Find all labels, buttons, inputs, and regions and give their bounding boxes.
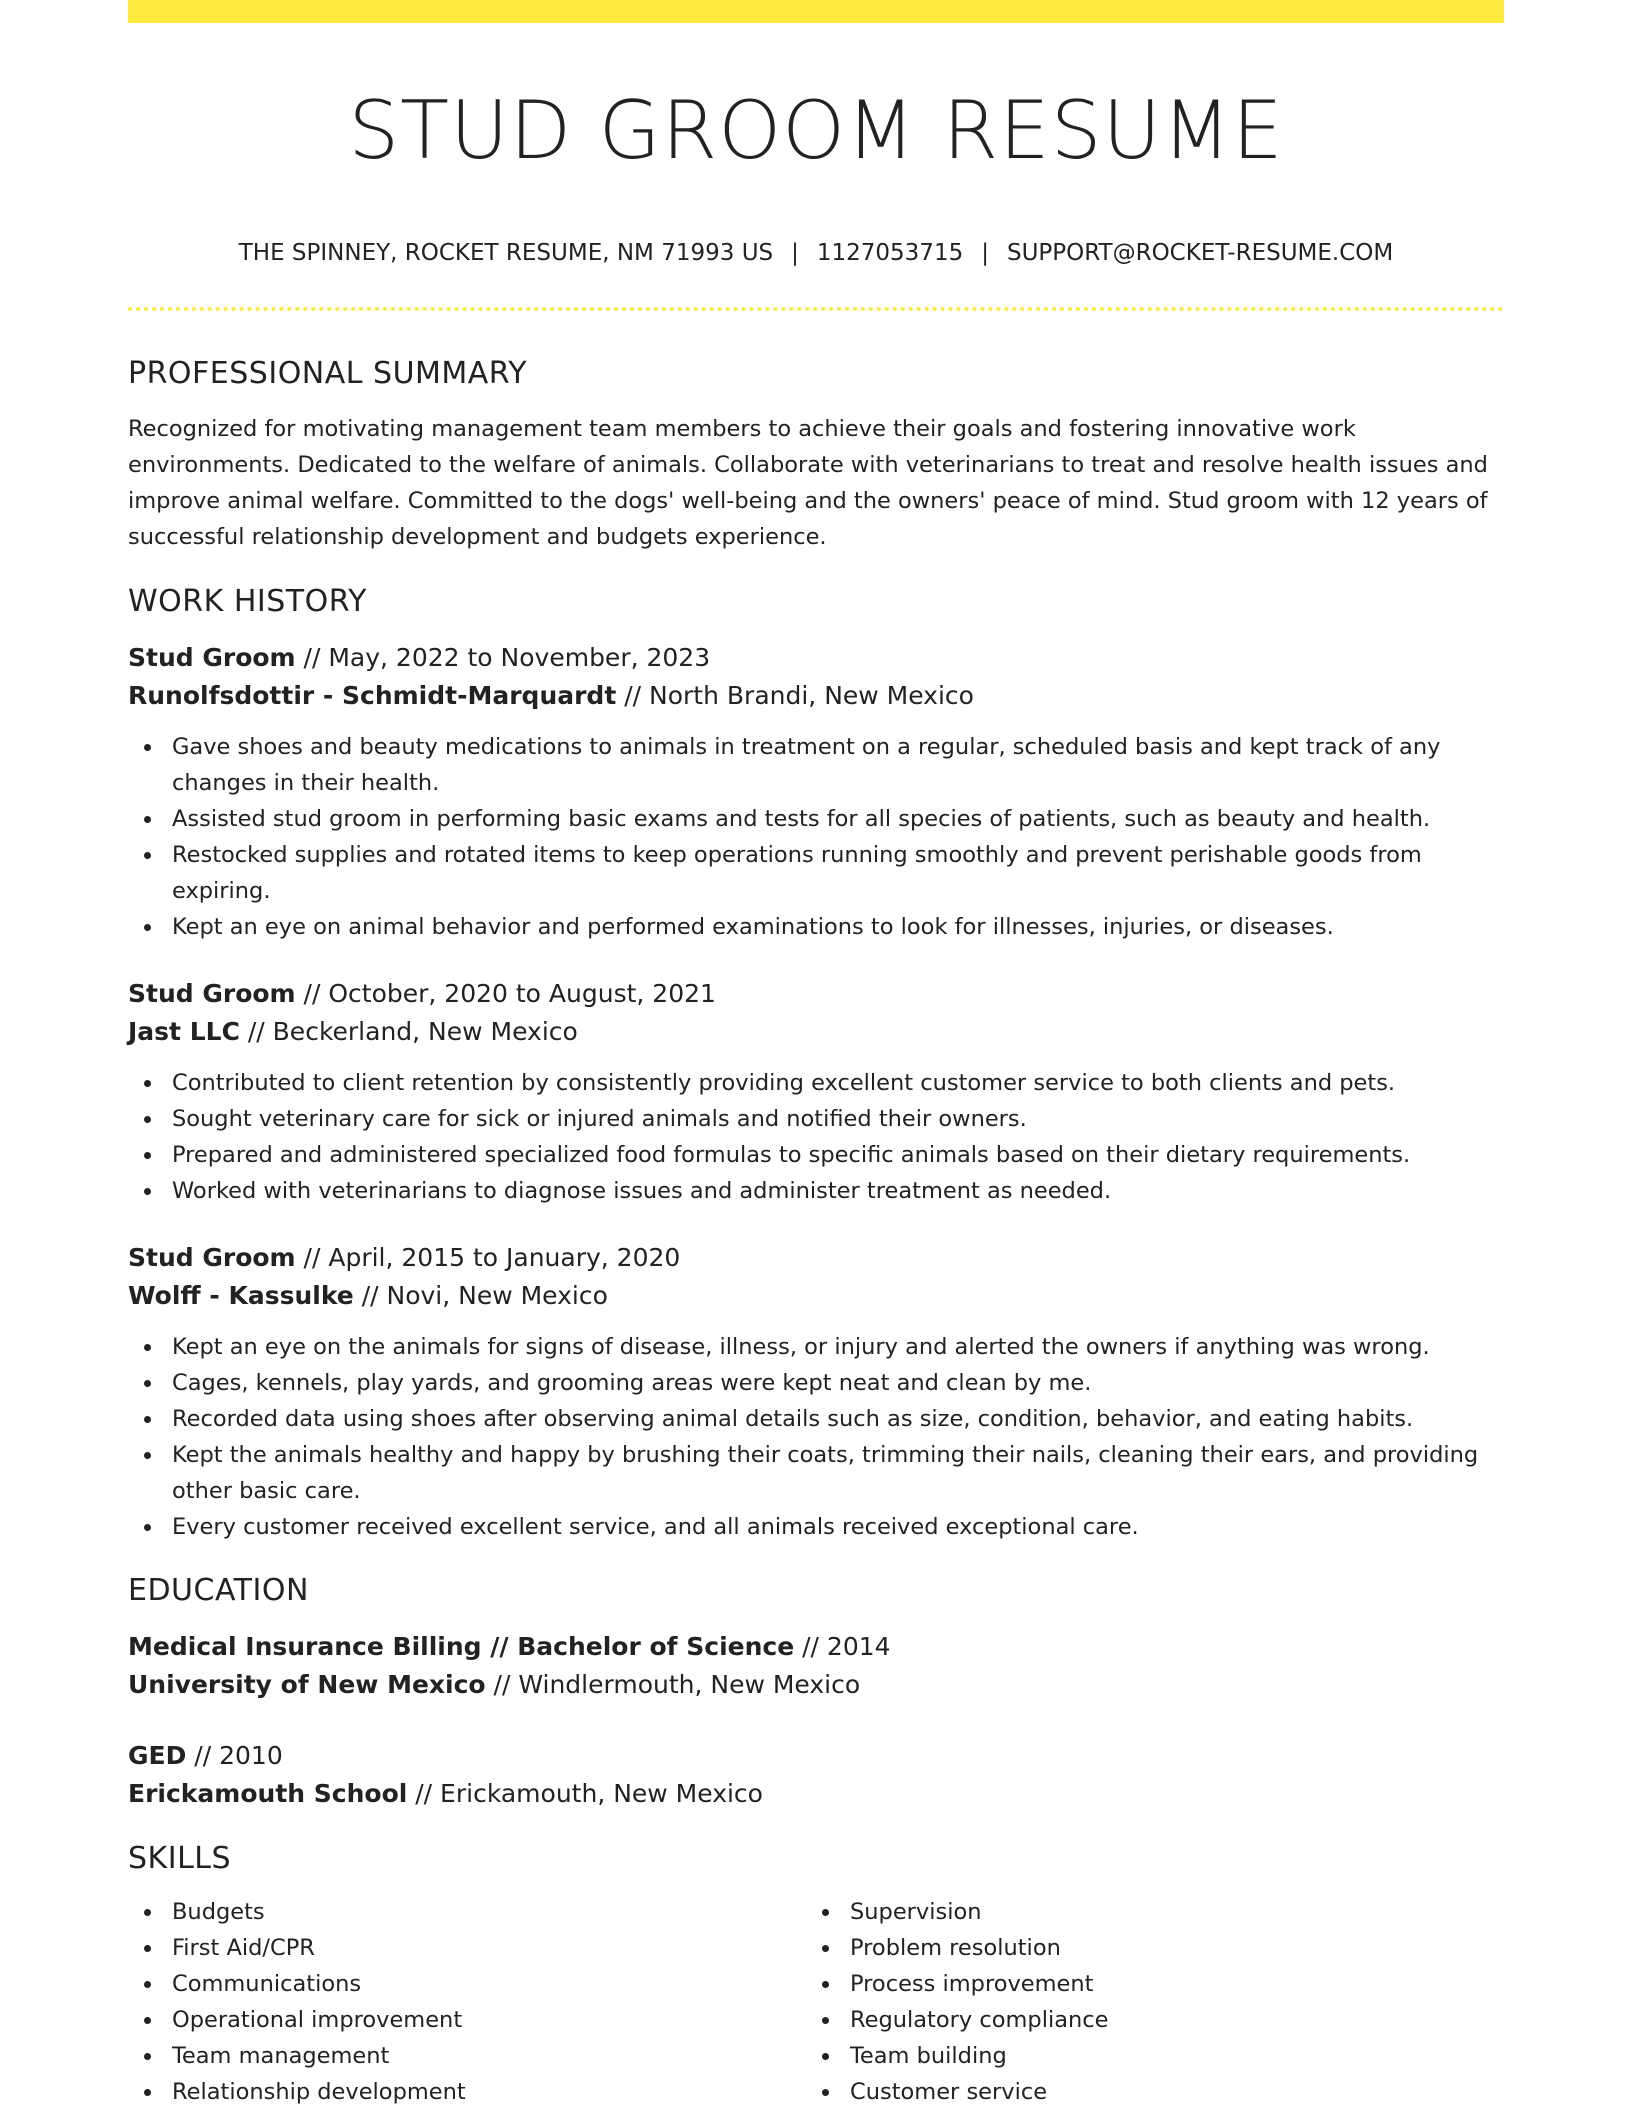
job-location: // Beckerland, New Mexico — [239, 1017, 578, 1046]
job-company-line — [128, 677, 1504, 715]
skill-item: Process improvement — [806, 1966, 1484, 2002]
education-school-line — [128, 1775, 1504, 1813]
skill-item: Customer service — [806, 2074, 1484, 2110]
job-bullets — [128, 1065, 1504, 1209]
job-entry — [128, 1239, 1504, 1545]
education-entry — [128, 1628, 1504, 1704]
education-year: // 2010 — [186, 1741, 283, 1770]
job-title-line — [128, 975, 1504, 1013]
skill-item: Regulatory compliance — [806, 2002, 1484, 2038]
skill-item: Team management — [128, 2038, 806, 2074]
education-degree: GED — [128, 1741, 187, 1770]
section-heading-summary: PROFESSIONAL SUMMARY — [128, 356, 528, 391]
job-location: // North Brandi, New Mexico — [616, 681, 974, 710]
job-entry — [128, 975, 1504, 1209]
skill-item: Communications — [128, 1966, 806, 2002]
job-title: Stud Groom — [128, 979, 296, 1008]
skill-item: Problem resolution — [806, 1930, 1484, 1966]
job-company-line — [128, 1277, 1504, 1315]
education-school: University of New Mexico — [128, 1670, 486, 1699]
job-entry — [128, 639, 1504, 945]
job-bullet: Recorded data using shoes after observing animal details such as size, condition, behavior, and eating habits. — [128, 1401, 1504, 1437]
job-bullets — [128, 1329, 1504, 1545]
contact-line — [128, 240, 1504, 266]
contact-email: SUPPORT@ROCKET-RESUME.COM — [1006, 240, 1394, 266]
skills-list-left — [128, 1894, 806, 2110]
job-bullet: Kept the animals healthy and happy by brushing their coats, trimming their nails, cleaning their ears, and providing other basic care. — [128, 1437, 1504, 1509]
job-bullet: Kept an eye on the animals for signs of disease, illness, or injury and alerted the owners if anything was wrong. — [128, 1329, 1504, 1365]
skill-item: Operational improvement — [128, 2002, 806, 2038]
job-title-line — [128, 639, 1504, 677]
section-heading-education: EDUCATION — [128, 1573, 309, 1608]
skill-item: Team building — [806, 2038, 1484, 2074]
job-bullet: Worked with veterinarians to diagnose issues and administer treatment as needed. — [128, 1173, 1504, 1209]
section-heading-work-history: WORK HISTORY — [128, 584, 367, 619]
job-dates: // May, 2022 to November, 2023 — [295, 643, 711, 672]
skill-item: Budgets — [128, 1894, 806, 1930]
education-degree-line — [128, 1737, 1504, 1775]
summary-text: Recognized for motivating management team members to achieve their goals and fostering innovative work environments. Dedicated to the welfare of animals. Collaborate with veterinarians to treat and resolve health issues and improve animal welfare. Committed to the dogs' well-being and the owners' peace of mind. Stud groom with 12 years of successful relationship development and budgets experience. — [128, 416, 1488, 550]
job-bullet: Prepared and administered specialized food formulas to specific animals based on their dietary requirements. — [128, 1137, 1504, 1173]
job-company: Jast LLC — [128, 1017, 240, 1046]
education-degree: Medical Insurance Billing // Bachelor of Science — [128, 1632, 795, 1661]
education-school-line — [128, 1666, 1504, 1704]
education-section — [128, 1573, 1504, 1813]
job-dates: // April, 2015 to January, 2020 — [295, 1243, 681, 1272]
education-degree-line — [128, 1628, 1504, 1666]
contact-separator: | — [791, 240, 799, 266]
resume-title: STUD GROOM RESUME — [348, 84, 1284, 177]
job-bullet: Kept an eye on animal behavior and performed examinations to look for illnesses, injuries, or diseases. — [128, 909, 1504, 945]
job-bullet: Sought veterinary care for sick or injured animals and notified their owners. — [128, 1101, 1504, 1137]
job-bullet: Contributed to client retention by consistently providing excellent customer service to both clients and pets. — [128, 1065, 1504, 1101]
job-title-line — [128, 1239, 1504, 1277]
top-accent-bar — [128, 0, 1504, 23]
skills-section — [128, 1841, 1504, 2110]
contact-separator: | — [981, 240, 989, 266]
skills-list-right — [806, 1894, 1484, 2110]
job-company: Wolff - Kassulke — [128, 1281, 354, 1310]
education-year: // 2014 — [794, 1632, 891, 1661]
job-bullet: Assisted stud groom in performing basic exams and tests for all species of patients, such as beauty and health. — [128, 801, 1504, 837]
job-title: Stud Groom — [128, 643, 296, 672]
job-bullet: Restocked supplies and rotated items to keep operations running smoothly and prevent perishable goods from expiring. — [128, 837, 1504, 909]
education-entry — [128, 1737, 1504, 1813]
resume-body — [128, 356, 1504, 2110]
job-company-line — [128, 1013, 1504, 1051]
contact-address: THE SPINNEY, ROCKET RESUME, NM 71993 US — [238, 240, 774, 266]
skill-item: Relationship development — [128, 2074, 806, 2110]
job-bullet: Every customer received excellent service, and all animals received exceptional care. — [128, 1509, 1504, 1545]
skill-item: First Aid/CPR — [128, 1930, 806, 1966]
job-bullets — [128, 729, 1504, 945]
skill-item: Supervision — [806, 1894, 1484, 1930]
section-heading-skills: SKILLS — [128, 1841, 232, 1876]
skills-columns — [128, 1894, 1504, 2110]
contact-phone: 1127053715 — [816, 240, 964, 266]
summary-section — [128, 356, 1504, 555]
job-location: // Novi, New Mexico — [353, 1281, 608, 1310]
job-dates: // October, 2020 to August, 2021 — [295, 979, 716, 1008]
job-bullet: Cages, kennels, play yards, and grooming areas were kept neat and clean by me. — [128, 1365, 1504, 1401]
job-company: Runolfsdottir - Schmidt-Marquardt — [128, 681, 617, 710]
job-title: Stud Groom — [128, 1243, 296, 1272]
job-bullet: Gave shoes and beauty medications to animals in treatment on a regular, scheduled basis and kept track of any changes in their health. — [128, 729, 1504, 801]
work-history-section — [128, 584, 1504, 1545]
education-location: // Windlermouth, New Mexico — [485, 1670, 861, 1699]
dotted-divider — [128, 307, 1504, 311]
education-school: Erickamouth School — [128, 1779, 408, 1808]
education-location: // Erickamouth, New Mexico — [407, 1779, 763, 1808]
